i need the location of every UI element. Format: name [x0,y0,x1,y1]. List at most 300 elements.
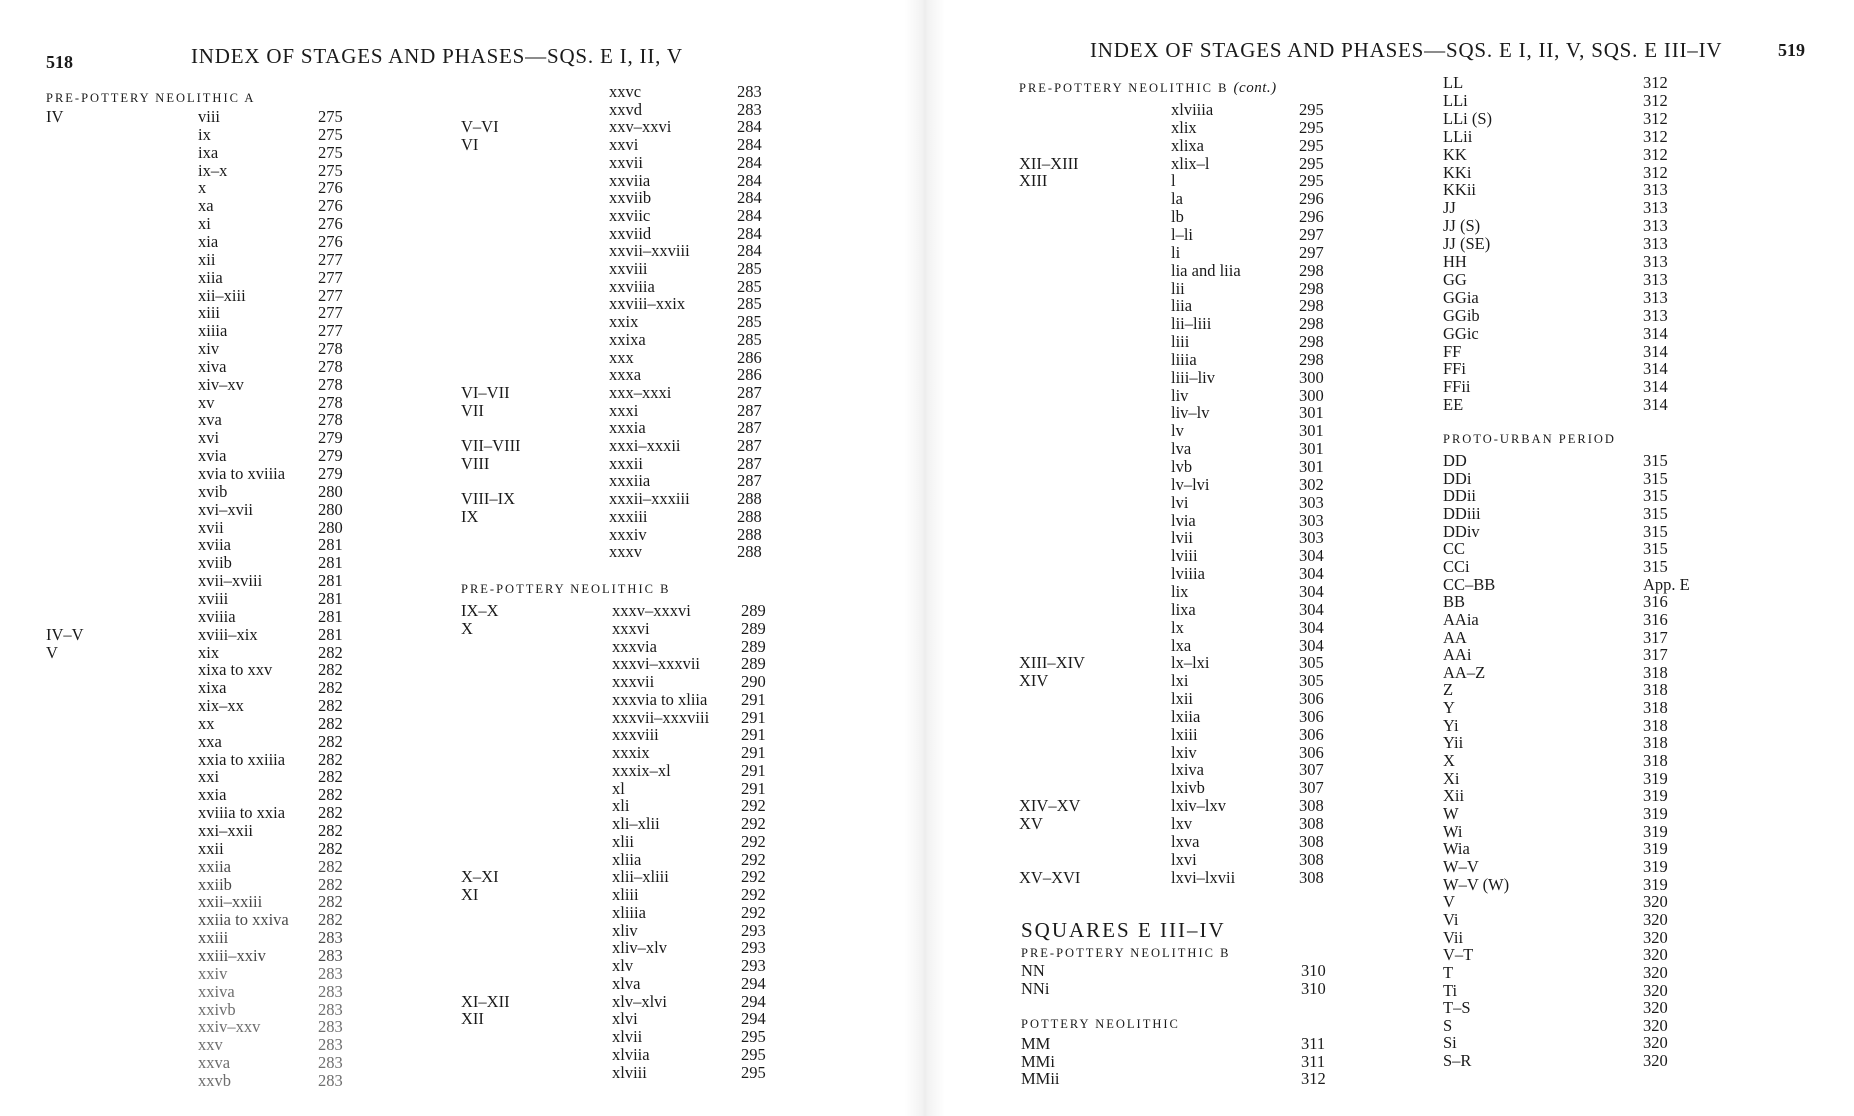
page-ref: 317 [1643,627,1668,647]
stage-label: MM [1021,1034,1051,1053]
phase-label: xxxvia to xliia [612,689,708,709]
page-ref: 320 [1643,998,1668,1018]
phase-label: ix [198,124,211,144]
page-ref: 295 [1299,100,1324,119]
page-ref: 315 [1643,451,1668,470]
page-ref: 311 [1301,1051,1326,1071]
phase-label: xxiii [198,928,229,948]
page-ref: 292 [741,902,766,922]
page-ref: 291 [741,725,766,745]
stage-label: CC–BB [1443,574,1496,594]
phase-label: xxviii [609,259,648,278]
phase-label: xxxix–xl [612,760,671,780]
page-ref: 277 [318,249,343,269]
page-ref: 306 [1299,689,1324,709]
phase-label: lxa [1171,635,1192,655]
page-ref: 302 [1299,474,1324,494]
page-ref: 278 [318,339,343,359]
phase-label: xxxvii–xxxviii [612,707,710,727]
page-ref: 289 [741,601,766,620]
phase-label: xlixa [1171,135,1204,155]
phase-label: xxviib [609,188,652,208]
page-ref: 312 [1643,144,1668,164]
page-ref: 287 [737,382,762,402]
stage-label: XI–XII [461,991,510,1011]
stage-label: Y [1443,698,1455,718]
running-head: INDEX OF STAGES AND PHASES—SQS. E I, II, V, SQS. E III–IV [1090,38,1723,62]
phase-label: xxxv [609,542,642,562]
phase-label: xxxiii [609,506,648,526]
phase-label: xiiia [198,321,228,341]
page-ref: 292 [741,885,766,904]
page-ref: 290 [741,672,766,691]
page-ref: 282 [318,660,343,680]
page-ref: 287 [737,418,762,438]
phase-label: lxiv–lxv [1171,796,1227,816]
page-ref: 320 [1643,1051,1668,1071]
page-ref: 317 [1643,645,1668,665]
phase-label: xixa [198,678,227,698]
stage-label: XIII [1019,171,1048,191]
page-ref: 298 [1299,314,1324,334]
stage-label: LLi [1443,90,1468,110]
page-ref: 292 [741,849,766,869]
page-ref: 291 [741,778,766,798]
page-ref: 319 [1643,786,1668,806]
page-ref: 282 [318,892,343,912]
phase-label: xxviic [609,205,651,225]
phase-label: xl [612,778,625,798]
stage-label: GGia [1443,287,1479,307]
page-ref: 284 [737,205,762,225]
page-ref: 315 [1643,521,1668,541]
phase-label: lviii [1171,546,1198,566]
stage-label: GG [1443,269,1467,289]
squares-heading: SQUARES E III–IV [1021,918,1226,942]
phase-label: xii [198,249,216,269]
phase-label: lb [1171,207,1184,227]
page-ref: 314 [1643,323,1668,343]
stage-label: LL [1443,73,1464,92]
page-ref: 314 [1643,395,1668,415]
page-ref: 282 [318,731,343,751]
page-ref: 313 [1643,269,1668,289]
page-ref: 287 [737,436,762,455]
page-ref: 282 [318,749,343,769]
phase-label: xviiia [198,606,236,626]
phase-label: lxvi–lxvii [1171,867,1236,887]
stage-label: VIII [461,453,490,473]
page-ref: 305 [1299,653,1324,673]
phase-label: xlii [612,831,635,851]
phase-label: xxiii–xxiv [198,945,266,965]
stage-label: LLi (S) [1443,108,1493,128]
stage-label: MMi [1021,1051,1055,1071]
page-ref: 289 [741,654,766,674]
page-ref: 315 [1643,468,1668,488]
page-ref: 314 [1643,341,1668,361]
page-ref: 315 [1643,486,1668,506]
page-ref: 310 [1301,978,1326,998]
phase-label: x [198,178,207,198]
phase-label: xxxvi–xxxvii [612,654,701,674]
stage-label: T–S [1443,998,1471,1018]
page-ref: 277 [318,267,343,287]
stage-label: VII–VIII [461,436,521,455]
phase-label: lx [1171,617,1184,637]
phase-label: xxv–xxvi [609,117,672,137]
phase-label: xv [198,392,215,412]
page-ref: 306 [1299,706,1324,726]
page-ref: 318 [1643,715,1668,735]
stage-label: Vi [1443,909,1459,929]
page-ref: 276 [318,178,343,198]
page-ref: 291 [741,743,766,762]
page-ref: 306 [1299,742,1324,762]
page-ref: 280 [318,499,343,519]
stage-label: GGib [1443,305,1480,325]
page-ref: 292 [741,814,766,833]
stage-label: EE [1443,395,1464,415]
stage-label: AA–Z [1443,662,1486,682]
section-heading-pottery-neolithic: POTTERY NEOLITHIC [1021,1017,1180,1031]
page-ref: 313 [1643,198,1668,218]
phase-label: xiva [198,356,227,376]
section-heading-proto-urban: PROTO-URBAN PERIOD [1443,432,1616,446]
phase-label: xiv [198,339,220,359]
phase-label: xlviii [612,1062,647,1082]
right-page [930,0,1854,1116]
phase-label: lv–lvi [1171,474,1210,494]
phase-label: lii [1171,278,1185,298]
page-ref: 297 [1299,224,1324,244]
phase-label: xxxiv [609,524,647,544]
stage-label: S [1443,1015,1453,1035]
page-ref: 298 [1299,278,1324,298]
phase-label: lxva [1171,831,1200,851]
phase-label: xia [198,231,219,251]
phase-label: lia and liia [1171,260,1241,280]
phase-label: lva [1171,439,1192,459]
page-ref: 288 [737,489,762,509]
page-ref: 278 [318,374,343,394]
phase-label: xviii [198,588,229,608]
phase-label: xxvi [609,135,639,155]
page-ref: 291 [741,689,766,709]
page-ref: 283 [318,999,343,1019]
phase-label: xxvb [198,1070,231,1090]
phase-label: lviiia [1171,564,1205,584]
phase-label: xxviii–xxix [609,294,686,314]
page-ref: 282 [318,821,343,840]
page-ref: 301 [1299,421,1324,441]
page-ref: 277 [318,321,343,341]
page-ref: 318 [1643,751,1668,771]
page-ref: 305 [1299,671,1324,691]
stage-label: X [461,618,473,638]
page-ref: 304 [1299,635,1324,655]
stage-label: X [1443,751,1455,771]
phase-label: xxiia to xxiva [198,910,289,930]
phase-label: lxivb [1171,778,1205,798]
page-ref: 319 [1643,839,1668,859]
phase-label: xxviid [609,223,652,243]
page-ref: 281 [318,535,343,555]
phase-label: xviia [198,535,231,555]
phase-label: lxii [1171,689,1194,709]
phase-label: xxxii [609,453,643,473]
stage-label: Wi [1443,821,1463,841]
stage-label: DD [1443,451,1467,470]
page-ref: 281 [318,553,343,573]
phase-label: xva [198,410,222,430]
stage-label: GGic [1443,323,1479,343]
phase-label: liii–liv [1171,367,1216,387]
page-ref: 315 [1643,556,1668,576]
page-ref: 318 [1643,698,1668,718]
phase-label: xxxa [609,365,642,385]
phase-label: liii [1171,332,1190,352]
page-ref: 303 [1299,510,1324,530]
stage-label: JJ (SE) [1443,234,1491,254]
page-ref: 278 [318,410,343,430]
page-ref: 282 [318,856,343,876]
page-ref: 275 [318,160,343,180]
page-ref: 308 [1299,867,1324,887]
stage-label: Si [1443,1033,1457,1053]
phase-label: l [1171,171,1176,191]
phase-label: xxiia [198,856,231,876]
stage-label: XII [461,1009,484,1029]
page-ref: 319 [1643,821,1668,841]
phase-label: xvi [198,428,220,448]
page-ref: 284 [737,117,762,137]
page-ref: 281 [318,588,343,608]
page-ref: 307 [1299,760,1324,780]
page-ref: 295 [1299,117,1324,137]
page-ref: 283 [318,1017,343,1037]
page-ref: 298 [1299,349,1324,369]
page-ref: 284 [737,152,762,172]
page-ref: 319 [1643,768,1668,788]
phase-label: xlviiia [1171,100,1214,119]
page-ref: 312 [1643,73,1668,92]
page-ref: 320 [1643,980,1668,1000]
page-ref: 283 [318,1070,343,1090]
stage-label: Xi [1443,768,1460,788]
page-ref: 312 [1643,108,1668,128]
page-ref: 275 [318,142,343,162]
page-ref: 285 [737,329,762,349]
stage-label: AAia [1443,609,1479,629]
stage-label: CCi [1443,556,1470,576]
phase-label: xxxii–xxxiii [609,489,690,509]
page-ref: 283 [318,945,343,965]
phase-label: xviiia to xxia [198,803,286,823]
page-ref: 291 [741,707,766,727]
page-ref: 312 [1301,1069,1326,1088]
phase-label: li [1171,242,1181,262]
phase-label: xxvii [609,152,643,172]
phase-label: xxia [198,785,227,805]
stage-label: JJ [1443,198,1456,218]
phase-label: xvib [198,481,228,501]
page-ref: 275 [318,107,343,126]
page-ref: 315 [1643,539,1668,559]
phase-label: xiv–xv [198,374,244,394]
phase-label: xxiv–xxv [198,1017,261,1037]
page-ref: 282 [318,713,343,733]
continued-note: (cont.) [1233,80,1277,96]
phase-label: xix–xx [198,696,244,716]
page-ref: 312 [1643,126,1668,146]
phase-label: xxv [198,1035,223,1055]
phase-label: xxx–xxxi [609,382,672,402]
phase-label: xlvi [612,1009,638,1029]
phase-label: xlix [1171,117,1197,137]
phase-label: xxxvia [612,636,657,656]
phase-label: lxiii [1171,724,1198,744]
page-ref: 283 [318,1035,343,1055]
page-ref: 308 [1299,831,1324,851]
page-ref: 313 [1643,180,1668,200]
phase-label: xxxi [609,400,639,420]
phase-label: xxii–xxiii [198,892,263,912]
phase-label: xii–xiii [198,285,246,305]
stage-label: Yi [1443,715,1459,735]
page-ref: 304 [1299,617,1324,637]
page-ref: 285 [737,294,762,314]
stage-label: V–T [1443,945,1474,965]
page-ref: 282 [318,678,343,698]
phase-label: xxix [609,312,639,332]
stage-label: NNi [1021,978,1050,998]
stage-label: W–V [1443,856,1479,876]
page-number: 518 [46,52,73,72]
page-ref: 300 [1299,385,1324,405]
page-ref: 280 [318,517,343,537]
page-ref: 279 [318,464,343,483]
phase-label: xxivb [198,999,236,1019]
phase-label: xviib [198,553,232,573]
section-heading-ppnb-cont [1019,80,1277,97]
phase-label: lvi [1171,492,1189,512]
page-ref: 301 [1299,457,1324,476]
page-ref: 282 [318,874,343,894]
page-ref: 301 [1299,403,1324,423]
phase-label: xlv–xlvi [612,991,668,1011]
page-ref: 287 [737,400,762,420]
page-ref: 295 [741,1027,766,1046]
stage-label: V [46,642,58,662]
stage-label: XV–XVI [1019,867,1081,887]
page-ref: 313 [1643,234,1668,254]
page-ref: 283 [318,1053,343,1073]
phase-label: xi [198,214,211,234]
phase-label: lii–liii [1171,314,1212,334]
page-ref: 301 [1299,439,1324,459]
phase-label: viii [198,107,221,126]
phase-label: xlviia [612,1044,650,1064]
page-ref: 320 [1643,962,1668,982]
page-ref: 286 [737,365,762,385]
stage-label: XI [461,885,479,904]
stage-label: IX–X [461,601,499,620]
page-ref: 295 [741,1044,766,1064]
phase-label: ixa [198,142,219,162]
stage-label: DDiii [1443,503,1481,523]
phase-label: xxiva [198,981,235,1001]
stage-label: Ti [1443,980,1458,1000]
phase-label: xvia [198,446,227,466]
page-ref: 284 [737,170,762,190]
page-ref: 277 [318,303,343,323]
section-heading-ppna: PRE-POTTERY NEOLITHIC A [46,91,256,105]
page-ref: 289 [741,636,766,656]
page-ref: 294 [741,991,766,1011]
phase-label: xxxix [612,743,650,762]
phase-label: lxvi [1171,849,1197,869]
phase-label: xxxia [609,418,646,438]
page-ref: 282 [318,696,343,716]
page-ref: 278 [318,356,343,376]
page-ref: 304 [1299,546,1324,566]
phase-label: xxxiia [609,471,651,491]
stage-label: NN [1021,961,1045,980]
page-ref: 282 [318,785,343,805]
phase-label: xxvii–xxviii [609,241,690,261]
page-ref: 319 [1643,804,1668,823]
stage-label: BB [1443,592,1466,612]
phase-label: liiia [1171,349,1197,369]
phase-label: xlvii [612,1027,643,1046]
page-ref: 292 [741,831,766,851]
page-ref: 285 [737,312,762,332]
page-number: 519 [1778,40,1805,60]
page-ref: 308 [1299,796,1324,816]
stage-label: V [1443,892,1455,912]
stage-label: S–R [1443,1051,1472,1071]
page-ref: 283 [318,928,343,948]
stage-label: T [1443,962,1454,982]
page-ref: 296 [1299,189,1324,209]
phase-label: lxi [1171,671,1189,691]
phase-label: xliiia [612,902,646,922]
page-ref: 276 [318,196,343,216]
page-ref: 297 [1299,242,1324,262]
page-ref: 293 [741,956,766,975]
phase-label: lvb [1171,457,1193,476]
phase-label: xxvd [609,99,642,119]
page-ref: 320 [1643,892,1668,912]
phase-label: xxva [198,1053,231,1073]
page-ref: 287 [737,471,762,491]
page-ref: 283 [737,99,762,119]
stage-label: KKii [1443,180,1476,200]
page-ref: 320 [1643,909,1668,929]
phase-label: xxixa [609,329,646,349]
phase-label: xvia to xviiia [198,464,286,483]
stage-label: AA [1443,627,1467,647]
stage-label: Xii [1443,786,1465,806]
page-ref: 298 [1299,260,1324,280]
stage-label: XIII–XIV [1019,653,1085,673]
stage-label: KK [1443,144,1467,164]
phase-label: xxxviii [612,725,659,745]
page-ref: 288 [737,524,762,544]
page-ref: 277 [318,285,343,305]
phase-label: xlv [612,956,634,975]
